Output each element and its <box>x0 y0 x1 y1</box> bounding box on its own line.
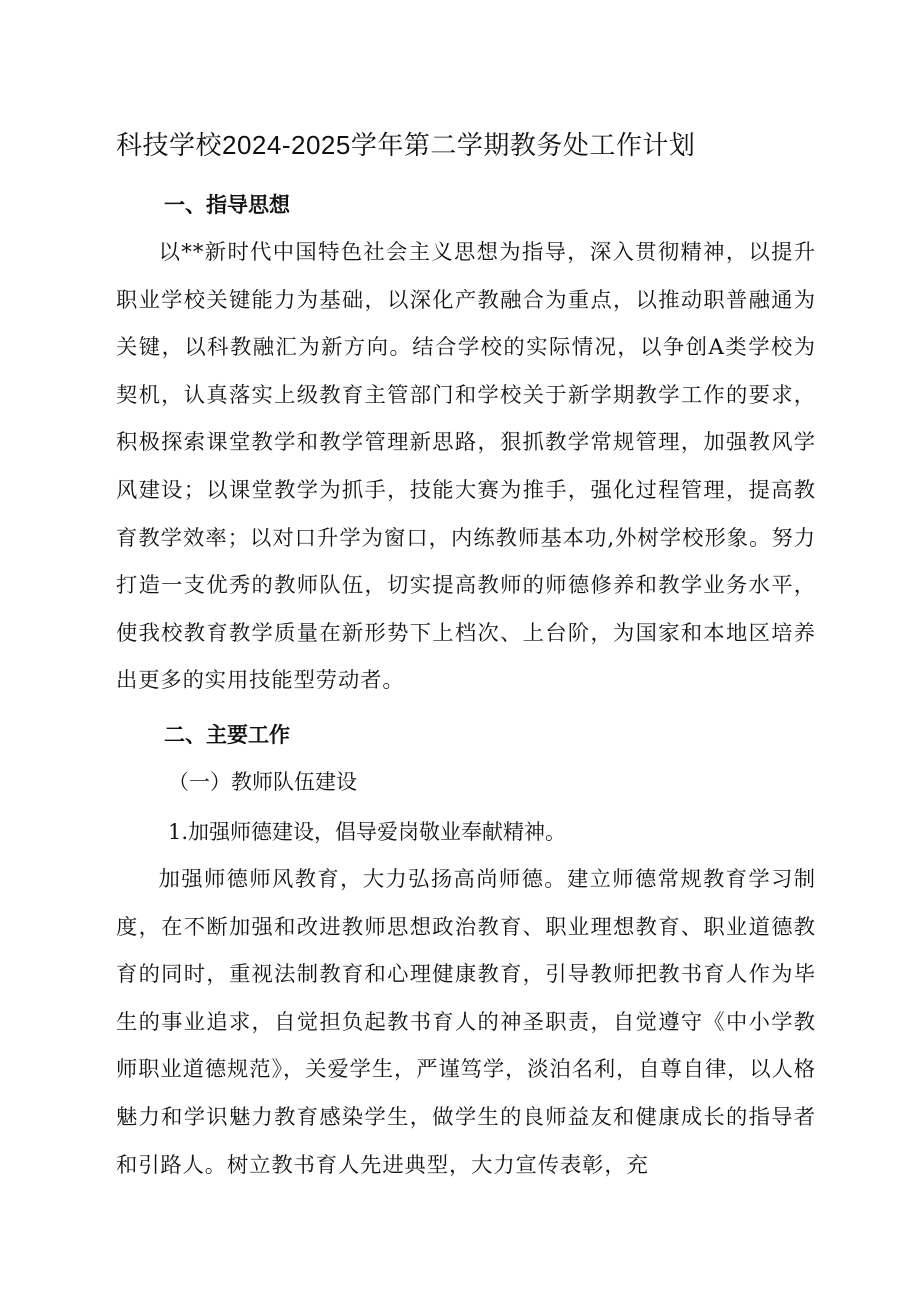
subheading-teacher-team: （一）教师队伍建设 <box>168 770 357 794</box>
section-heading-guiding-ideology: 一、指导思想 <box>164 193 290 217</box>
section-heading-main-work: 二、主要工作 <box>164 723 290 747</box>
guiding-ideology-paragraph: 以**新时代中国特色社会主义思想为指导，深入贯彻精神，以提升职业学校关键能力为基础，以深化产教融合为重点，以推动职普融通为关键，以科教融汇为新方向。结合学校的实际情况，以争创A类学校为契机，认真落实上级教育主管部门和学校关于新学期教学工作的要求，积极探索课堂教学和教学管理新思路，狠抓教学常规管理，加强教风学风建设；以课堂教学为抓手，技能大赛为推手，强化过程管理，提高教育教学效率；以对口升学为窗口，内练教师基本功,外树学校形象。努力打造一支优秀的教师队伍，切实提高教师的师德修养和教学业务水平，使我校教育教学质量在新形势下上档次、上台阶，为国家和本地区培养出更多的实用技能型劳动者。 <box>116 240 816 694</box>
document-title: 科技学校2024-2025学年第二学期教务处工作计划 <box>116 130 696 160</box>
item-teacher-ethics: 1.加强师德建设，倡导爱岗敬业奉献精神。 <box>168 820 567 844</box>
teacher-ethics-paragraph: 加强师德师风教育，大力弘扬高尚师德。建立师德常规教育学习制度，在不断加强和改进教师思想政治教育、职业理想教育、职业道德教育的同时，重视法制教育和心理健康教育，引导教师把教书育人作为毕生的事业追求，自觉担负起教书育人的神圣职责，自觉遵守《中小学教师职业道德规范》，关爱学生，严谨笃学，淡泊名利，自尊自律，以人格魅力和学识魅力教育感染学生，做学生的良师益友和健康成长的指导者和引路人。树立教书育人先进典型，大力宣传表彰，充 <box>116 867 816 1178</box>
